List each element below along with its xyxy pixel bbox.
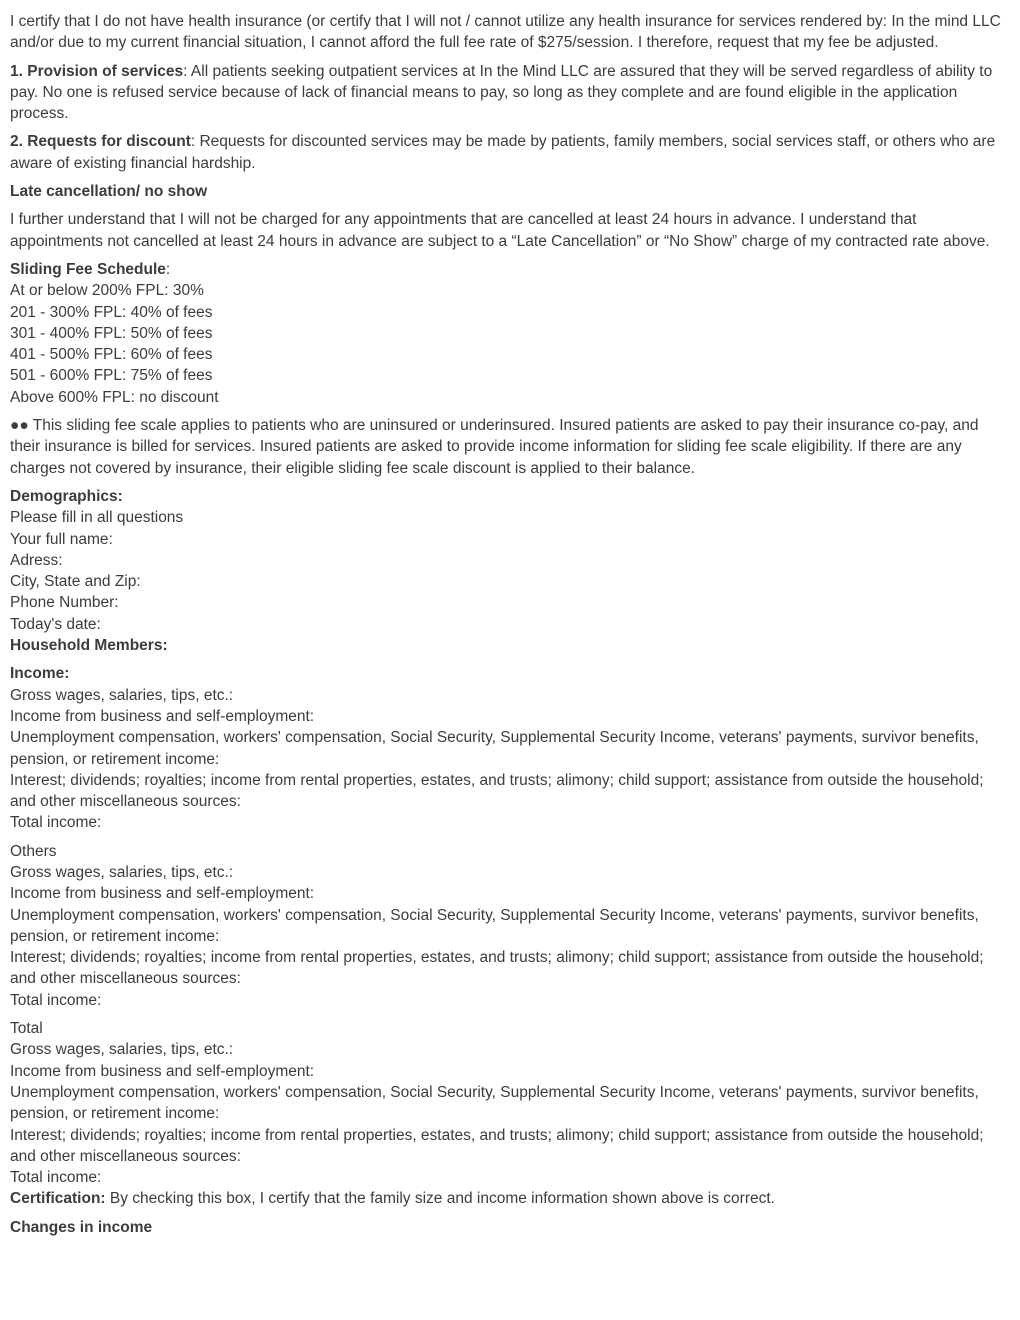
city-state-zip-field: City, State and Zip:	[10, 573, 141, 591]
phone-number-field: Phone Number:	[10, 594, 119, 612]
discount-label: 2. Requests for discount	[10, 133, 191, 151]
provision-label: 1. Provision of services	[10, 62, 184, 80]
income-line: Income from business and self-employment:	[10, 707, 315, 725]
income-total-line: Total income:	[10, 991, 102, 1009]
full-name-field: Your full name:	[10, 530, 113, 548]
income-line: Income from business and self-employment:	[10, 885, 315, 903]
income-section	[10, 663, 1010, 833]
changes-in-income-heading: Changes in income	[10, 1218, 153, 1236]
income-line: Income from business and self-employment:	[10, 1062, 315, 1080]
late-cancellation-heading: Late cancellation/ no show	[10, 183, 208, 201]
total-section	[10, 1018, 1010, 1210]
income-total-line: Total income:	[10, 814, 102, 832]
fee-tier: 501 - 600% FPL: 75% of fees	[10, 367, 213, 385]
certification-label: Certification:	[10, 1190, 106, 1208]
sliding-fee-note: ●● This sliding fee scale applies to patients who are uninsured or underinsured. Insured patients are asked to pay their insurance co-pay, and their insurance is billed for services. Insured patients are asked to provide income information for sliding fee scale eligibility. If there are any charges not covered by insurance, their eligible sliding fee scale discount is applied to their balance.	[10, 417, 979, 477]
fee-tier: 401 - 500% FPL: 60% of fees	[10, 346, 213, 364]
fee-tier: At or below 200% FPL: 30%	[10, 282, 204, 300]
fee-tier: 301 - 400% FPL: 50% of fees	[10, 324, 213, 342]
income-heading: Income:	[10, 665, 70, 683]
intro-paragraph: I certify that I do not have health insurance (or certify that I will not / cannot utilize any health insurance for services rendered by: In the mind LLC and/or due to my current financial situation, I cannot afford the full fee rate of $275/session. I therefore, request that my fee be adjusted.	[10, 13, 1001, 52]
income-line: Unemployment compensation, workers' compensation, Social Security, Supplemental Security Income, veterans' payments, survivor benefits, pension, or retirement income:	[10, 906, 979, 945]
address-field: Adress:	[10, 551, 63, 569]
income-line: Unemployment compensation, workers' compensation, Social Security, Supplemental Security Income, veterans' payments, survivor benefits, pension, or retirement income:	[10, 729, 979, 768]
provision-text: : All patients seeking outpatient services at In the Mind LLC are assured that they will be served regardless of ability to pay. No one is refused service because of lack of financial means to pay, so long as they complete and are found eligible in the application process.	[10, 62, 993, 123]
sliding-fee-heading-line	[10, 259, 1010, 280]
sliding-fee-heading-suffix: :	[165, 260, 171, 278]
discount-paragraph	[10, 131, 1010, 174]
document-body	[10, 11, 1010, 1238]
others-section	[10, 841, 1010, 1011]
income-line: Interest; dividends; royalties; income from rental properties, estates, and trusts; alimony; child support; assistance from outside the household; and other miscellaneous sources:	[10, 771, 984, 811]
household-members-heading: Household Members:	[10, 637, 168, 655]
sliding-fee-section	[10, 259, 1010, 408]
todays-date-field: Today's date:	[10, 615, 101, 633]
others-heading: Others	[10, 842, 57, 860]
demographics-instruction: Please fill in all questions	[10, 509, 184, 527]
income-line: Gross wages, salaries, tips, etc.:	[10, 686, 234, 704]
certification-text: By checking this box, I certify that the family size and income information shown above is correct.	[105, 1190, 775, 1208]
fee-tier: Above 600% FPL: no discount	[10, 388, 219, 406]
sliding-fee-heading: Sliding Fee Schedule	[10, 260, 166, 278]
late-cancellation-text: I further understand that I will not be charged for any appointments that are cancelled at least 24 hours in advance. I understand that appointments not cancelled at least 24 hours in advance are subject to a “Late Cancellation” or “No Show” charge of my contracted rate above.	[10, 211, 990, 250]
income-line: Gross wages, salaries, tips, etc.:	[10, 863, 234, 881]
income-line: Gross wages, salaries, tips, etc.:	[10, 1041, 234, 1059]
income-line: Interest; dividends; royalties; income from rental properties, estates, and trusts; alimony; child support; assistance from outside the household; and other miscellaneous sources:	[10, 1126, 984, 1165]
income-line: Interest; dividends; royalties; income from rental properties, estates, and trusts; alimony; child support; assistance from outside the household; and other miscellaneous sources:	[10, 949, 984, 988]
total-heading: Total	[10, 1020, 43, 1038]
provision-paragraph	[10, 61, 1010, 125]
fee-tier: 201 - 300% FPL: 40% of fees	[10, 303, 213, 321]
certification-line	[10, 1188, 1010, 1209]
discount-text: : Requests for discounted services may be made by patients, family members, social services staff, or others who are aware of existing financial hardship.	[10, 133, 996, 172]
demographics-heading: Demographics:	[10, 487, 123, 505]
demographics-section	[10, 486, 1010, 656]
income-line: Unemployment compensation, workers' compensation, Social Security, Supplemental Security Income, veterans' payments, survivor benefits, pension, or retirement income:	[10, 1083, 979, 1123]
income-total-line: Total income:	[10, 1169, 102, 1187]
